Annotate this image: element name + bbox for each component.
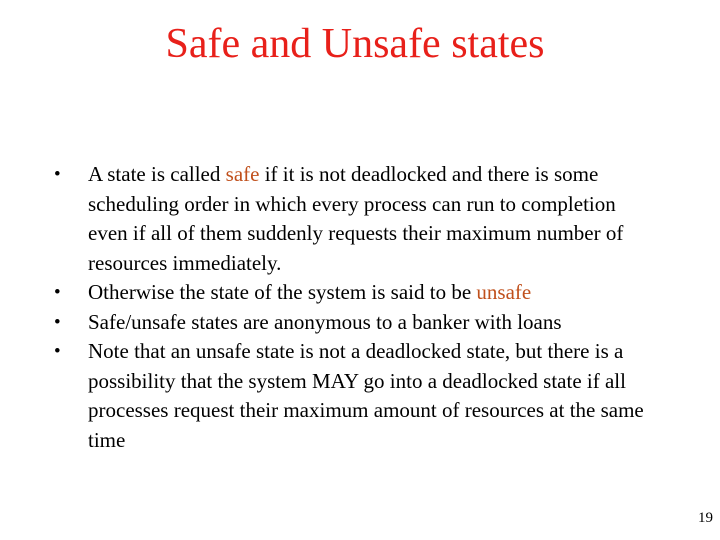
bullet-item-safe-definition bbox=[54, 160, 644, 278]
bullet-item-banker-analogy bbox=[54, 308, 644, 338]
bullet-text: Note that an unsafe state is not a deadlocked state, but there is a possibility that the system MAY go into a deadlocked state if all processes request their maximum amount of resources at the same time bbox=[88, 339, 644, 452]
slide-title: Safe and Unsafe states bbox=[165, 21, 545, 67]
bullet-text: Safe/unsafe states are anonymous to a banker with loans bbox=[88, 309, 562, 334]
bullet-icon: • bbox=[54, 341, 61, 362]
bullet-text-before: Otherwise the state of the system is said to be bbox=[88, 280, 477, 304]
bullet-icon: • bbox=[54, 282, 61, 303]
bullet-list bbox=[54, 160, 644, 455]
page-number: 19 bbox=[698, 510, 713, 526]
unsafe-highlight: unsafe bbox=[476, 280, 532, 304]
bullet-icon: • bbox=[54, 164, 61, 185]
bullet-item-unsafe-vs-deadlock bbox=[54, 337, 644, 455]
bullet-text-before: A state is called bbox=[88, 162, 226, 186]
bullet-item-unsafe-definition bbox=[54, 278, 644, 308]
bullet-icon: • bbox=[54, 311, 61, 333]
bullet-text-after: if it is not deadlocked and there is some scheduling order in which every process can run to completion even if all of them suddenly requests their maximum number of resources immediately. bbox=[88, 162, 624, 275]
safe-highlight: safe bbox=[225, 162, 260, 186]
